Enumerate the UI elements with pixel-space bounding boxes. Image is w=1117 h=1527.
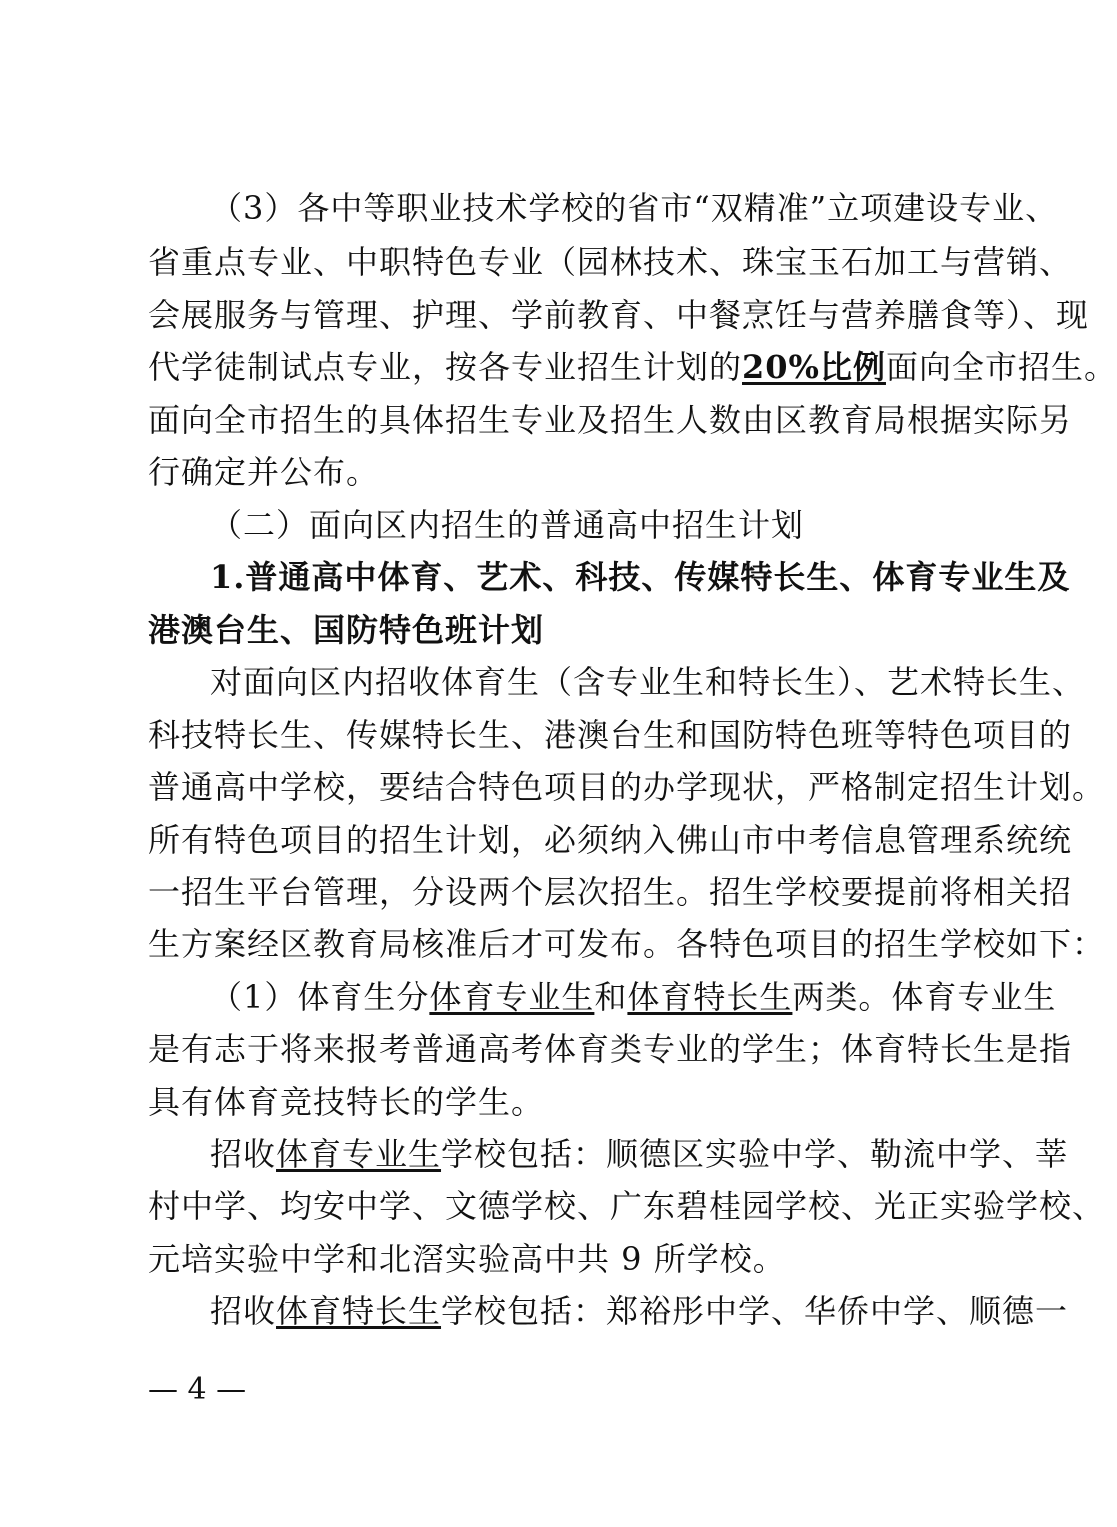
underlined-term: 体育专业生 xyxy=(276,1135,442,1173)
text-run: 两类。体育专业生 xyxy=(792,978,1057,1016)
body-paragraph-line: 一招生平台管理，分设两个层次招生。招生学校要提前将相关招 xyxy=(148,873,1073,911)
schools-paragraph-line: 元培实验中学和北滘实验高中共 9 所学校。 xyxy=(148,1240,786,1278)
subsection-heading: 港澳台生、国防特色班计划 xyxy=(148,611,545,649)
paragraph-3-line: （3）各中等职业技术学校的省市“双精准”立项建设专业、 xyxy=(210,189,1059,227)
text-run: 面向全市招生。 xyxy=(885,348,1117,386)
sports-paragraph-line xyxy=(210,977,1057,1017)
text-run: 学校包括：郑裕彤中学、华侨中学、顺德一 xyxy=(441,1292,1069,1330)
body-paragraph-line: 普通高中学校，要结合特色项目的办学现状，严格制定招生计划。 xyxy=(148,768,1106,806)
paragraph-3-line: 省重点专业、中职特色专业（园林技术、珠宝玉石加工与营销、 xyxy=(148,243,1073,281)
ratio-emphasis: 20%比例 xyxy=(742,348,886,386)
text-run: 代学徒制试点专业，按各专业招生计划的 xyxy=(148,348,743,386)
underlined-term: 体育特长生 xyxy=(276,1292,442,1330)
paragraph-3-line: 行确定并公布。 xyxy=(148,453,380,491)
body-paragraph-line: 所有特色项目的招生计划，必须纳入佛山市中考信息管理系统统 xyxy=(148,821,1073,859)
body-paragraph-line: 对面向区内招收体育生（含专业生和特长生）、艺术特长生、 xyxy=(210,663,1086,701)
sports-paragraph-line: 是有志于将来报考普通高考体育类专业的学生；体育特长生是指 xyxy=(148,1030,1073,1068)
schools-paragraph-line xyxy=(210,1291,1069,1331)
paragraph-3-line xyxy=(148,347,1117,387)
body-paragraph-line: 科技特长生、传媒特长生、港澳台生和国防特色班等特色项目的 xyxy=(148,716,1073,754)
text-run: 招收 xyxy=(210,1292,277,1330)
page-number: — 4 — xyxy=(148,1372,247,1407)
schools-paragraph-line: 村中学、均安中学、文德学校、广东碧桂园学校、光正实验学校、 xyxy=(148,1187,1106,1225)
paragraph-3-line: 面向全市招生的具体招生专业及招生人数由区教育局根据实际另 xyxy=(148,401,1073,439)
paragraph-3-line: 会展服务与管理、护理、学前教育、中餐烹饪与营养膳食等）、现 xyxy=(148,296,1090,334)
subsection-heading: 1.普通高中体育、艺术、科技、传媒特长生、体育专业生及 xyxy=(210,558,1071,596)
text-run: 学校包括：顺德区实验中学、勒流中学、莘 xyxy=(441,1135,1069,1173)
body-paragraph-line: 生方案经区教育局核准后才可发布。各特色项目的招生学校如下： xyxy=(148,925,1106,963)
text-run: 招收 xyxy=(210,1135,277,1173)
text-run: （1）体育生分 xyxy=(210,978,430,1016)
section-title: （二）面向区内招生的普通高中招生计划 xyxy=(210,506,805,544)
underlined-term: 体育特长生 xyxy=(627,978,793,1016)
schools-paragraph-line xyxy=(210,1134,1069,1174)
sports-paragraph-line: 具有体育竞技特长的学生。 xyxy=(148,1083,545,1121)
text-run: 和 xyxy=(594,978,628,1016)
underlined-term: 体育专业生 xyxy=(429,978,595,1016)
